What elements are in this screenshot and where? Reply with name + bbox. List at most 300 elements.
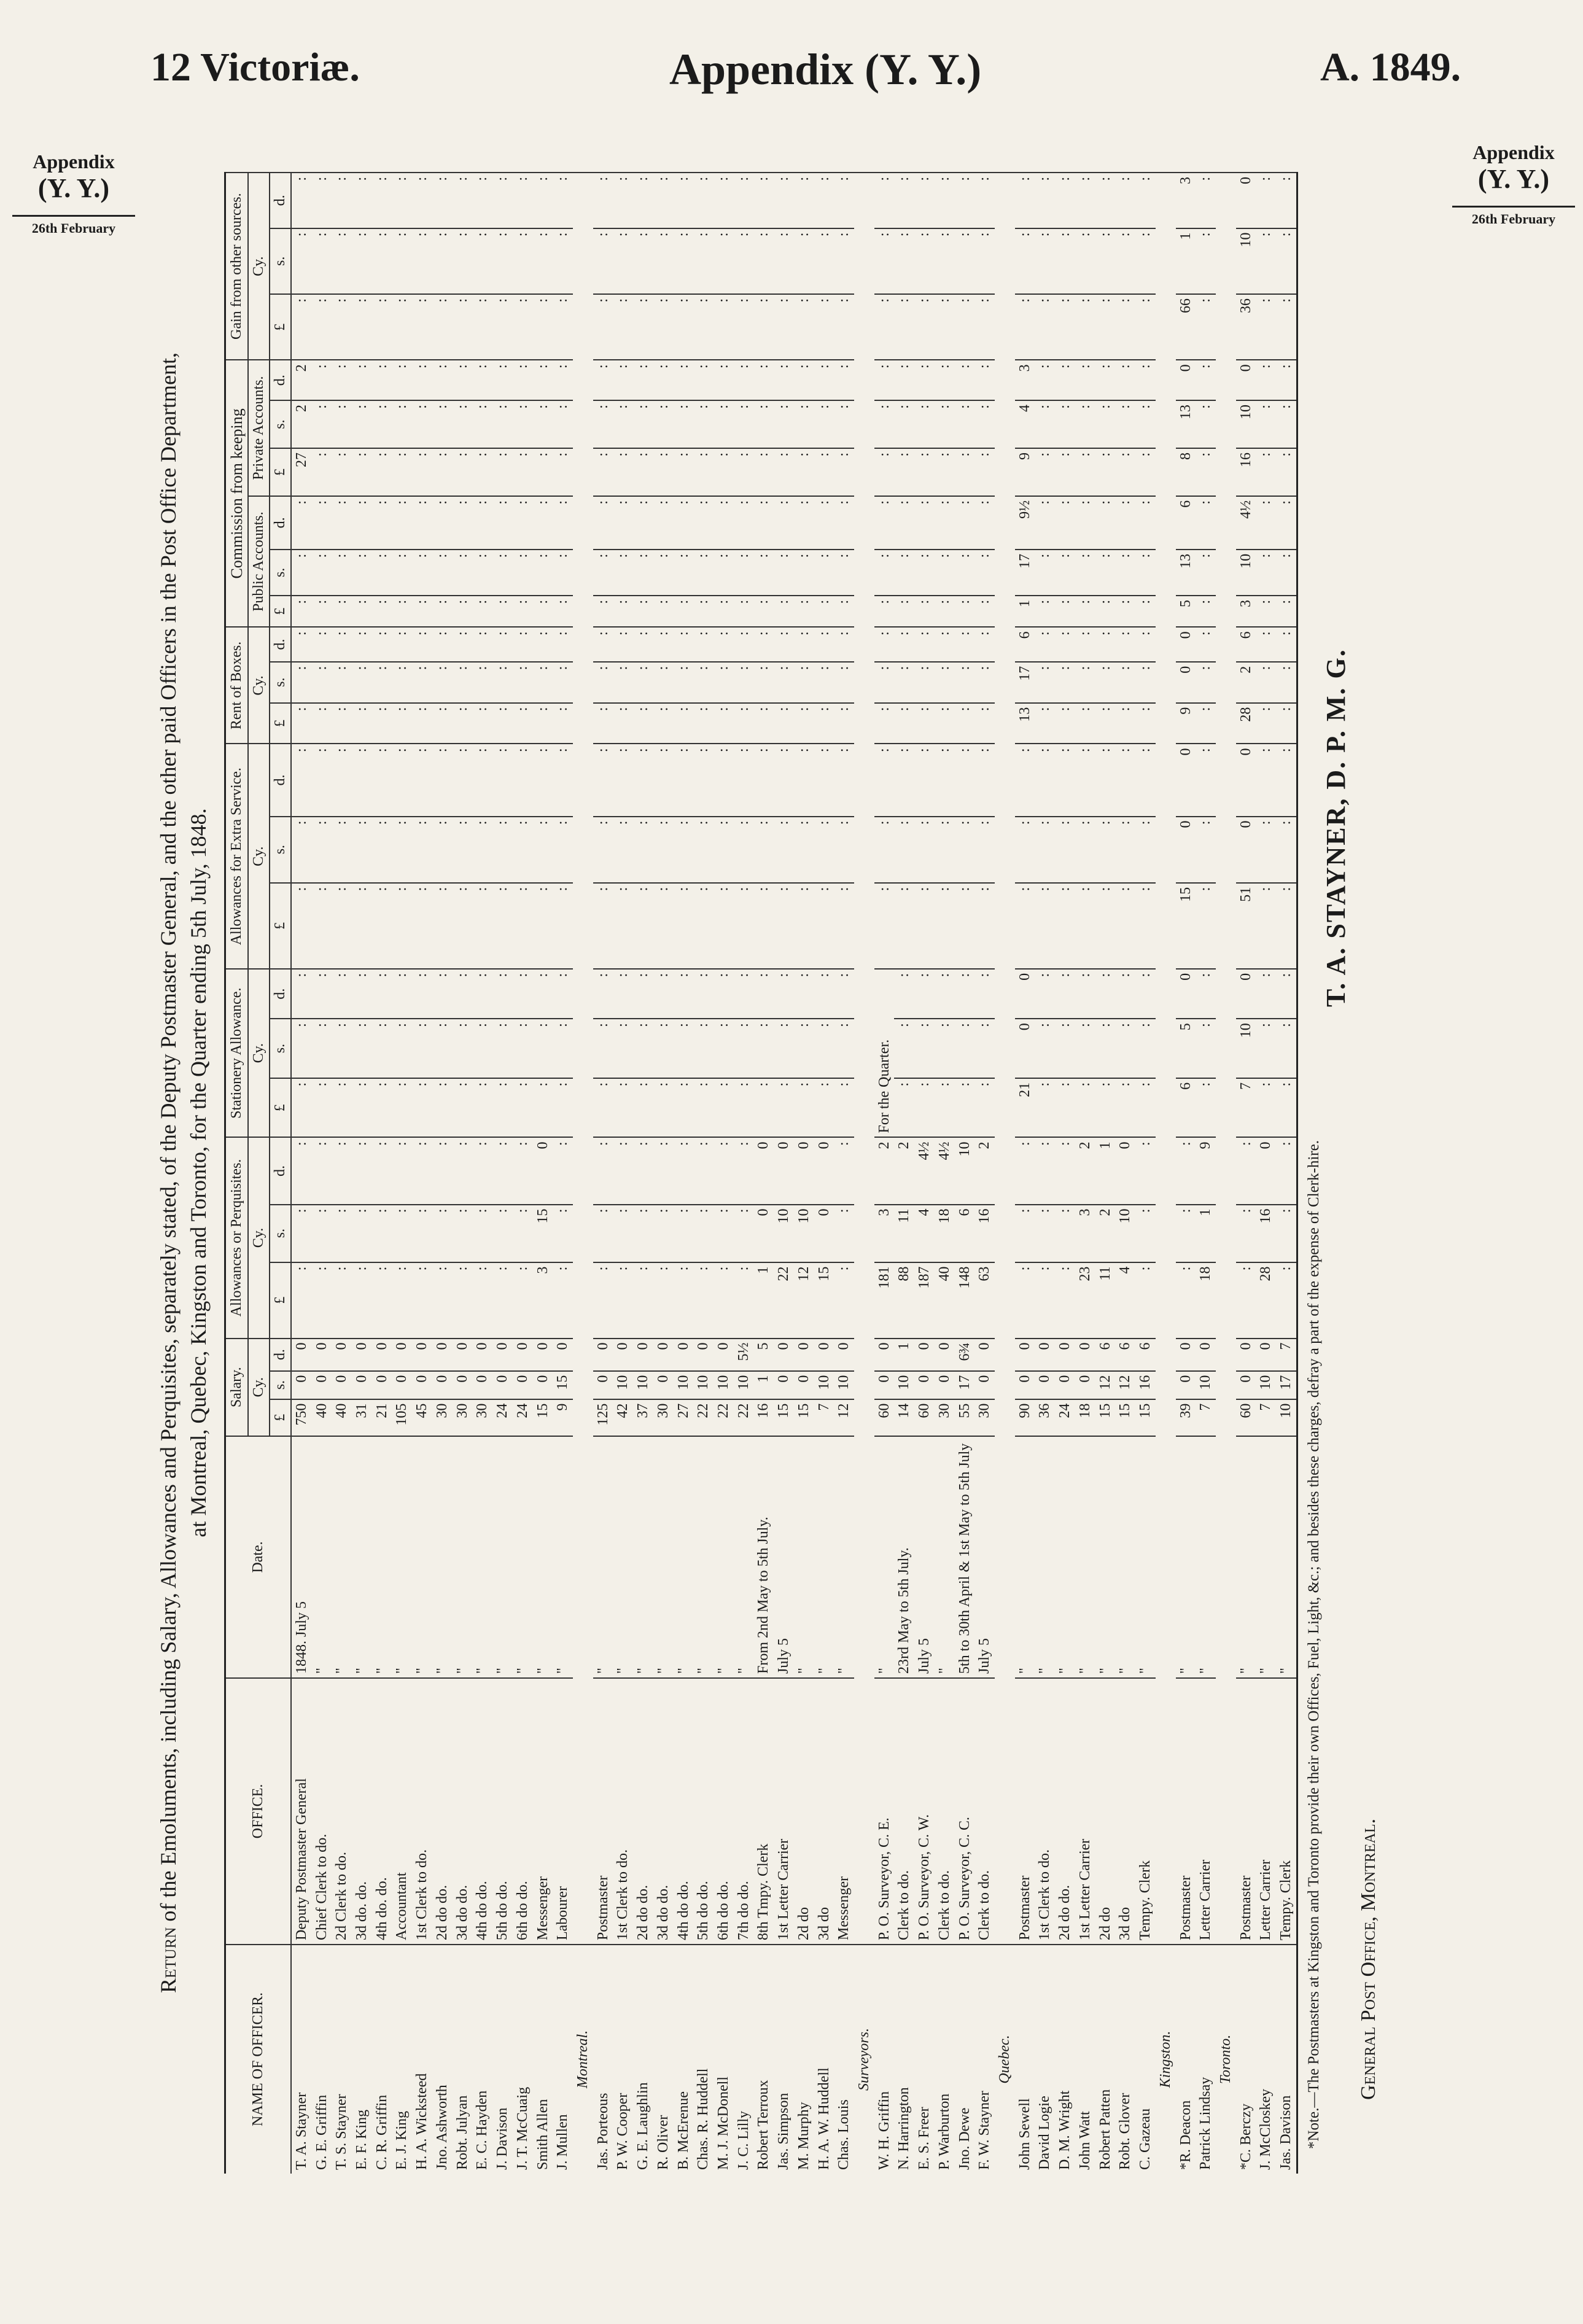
priv-amount: :: [1196, 400, 1216, 448]
priv-amount: :: [753, 400, 774, 448]
ext-amount: :: [814, 883, 834, 969]
officer-name: Patrick Lindsay: [1196, 1945, 1216, 2174]
priv-amount: :: [1256, 448, 1276, 496]
gain-amount: :: [613, 228, 633, 294]
ext-amount: :: [955, 817, 975, 883]
ext-amount: 0: [1236, 744, 1256, 816]
allow-amount: 0: [774, 1138, 794, 1205]
box-amount: :: [1135, 662, 1156, 703]
sal-amount: 0: [352, 1371, 372, 1399]
priv-amount: 0: [1176, 360, 1196, 400]
gain-amount: :: [714, 173, 734, 228]
pub-amount: :: [1075, 496, 1095, 550]
box-amount: :: [894, 703, 914, 744]
date-cell: ": [453, 1436, 473, 1678]
page-header-left: 12 Victoriæ.: [150, 45, 360, 90]
sal-amount: 27: [674, 1399, 694, 1436]
allow-amount: :: [1015, 1262, 1035, 1339]
sal-amount: 30: [653, 1399, 674, 1436]
rotated-return-sheet: [154, 172, 1431, 2174]
officer-name: H. A. W. Huddell: [814, 1945, 834, 2174]
priv-amount: :: [432, 400, 453, 448]
stat_v-amount: :: [352, 969, 372, 1019]
date-cell: July 5: [914, 1436, 935, 1678]
pub-amount: :: [653, 496, 674, 550]
sal-amount: 10: [894, 1371, 914, 1399]
stat_v-amount: :: [794, 1019, 814, 1078]
stat_v-amount: :: [714, 1019, 734, 1078]
box-amount: :: [1055, 662, 1075, 703]
pub-amount: :: [1115, 596, 1135, 627]
gain-amount: :: [1115, 228, 1135, 294]
pub-amount: :: [874, 550, 895, 596]
stat_v-amount: :: [1256, 1078, 1276, 1138]
pub-amount: :: [372, 550, 392, 596]
stat_v-amount: :: [653, 1078, 674, 1138]
col-private-header: Private Accounts.: [248, 360, 270, 496]
priv-amount: :: [974, 448, 995, 496]
allow-amount: 0: [1115, 1138, 1135, 1205]
allow-amount: :: [332, 1138, 352, 1205]
sal-amount: 10: [1256, 1371, 1276, 1399]
allow-amount: :: [291, 1138, 312, 1205]
stat_v-amount: 5: [1176, 1019, 1196, 1078]
allow-amount: 2: [894, 1138, 914, 1205]
stat_v-amount: :: [1055, 1078, 1075, 1138]
allow-amount: :: [693, 1262, 714, 1339]
currency-unit-label: £: [270, 294, 291, 360]
office-title: 6th do do.: [513, 1678, 533, 1945]
ext-amount: :: [432, 883, 453, 969]
currency-unit-label: d.: [270, 627, 291, 661]
priv-amount: :: [935, 360, 955, 400]
ext-amount: :: [935, 744, 955, 816]
box-amount: :: [774, 662, 794, 703]
priv-amount: 16: [1236, 448, 1256, 496]
date-cell: ": [593, 1436, 613, 1678]
box-amount: :: [774, 627, 794, 661]
sal-amount: 0: [774, 1371, 794, 1399]
allow-amount: 10: [1115, 1205, 1135, 1262]
officer-name: Robert Terroux: [753, 1945, 774, 2174]
ext-amount: :: [674, 883, 694, 969]
pub-amount: :: [593, 596, 613, 627]
allow-amount: :: [332, 1262, 352, 1339]
box-amount: :: [291, 627, 312, 661]
table-row: [312, 173, 332, 2174]
sal-amount: 0: [432, 1371, 453, 1399]
ext-amount: :: [372, 817, 392, 883]
priv-amount: :: [955, 400, 975, 448]
table-row: [1075, 173, 1095, 2174]
date-cell: ": [1176, 1436, 1196, 1678]
ext-amount: :: [453, 744, 473, 816]
table-row: [453, 173, 473, 2174]
allow-amount: 0: [794, 1138, 814, 1205]
priv-amount: :: [1035, 360, 1055, 400]
ext-amount: :: [513, 817, 533, 883]
priv-amount: :: [633, 448, 653, 496]
table-row: [674, 173, 694, 2174]
officer-name: C. Gazeau: [1135, 1945, 1156, 2174]
table-row: [372, 173, 392, 2174]
gain-amount: :: [1196, 173, 1216, 228]
gain-amount: :: [1276, 294, 1297, 360]
stat_v-amount: :: [472, 1078, 492, 1138]
allow-amount: 10: [774, 1205, 794, 1262]
allow-amount: 88: [894, 1262, 914, 1339]
gain-amount: :: [1055, 228, 1075, 294]
sal-amount: 0: [1055, 1371, 1075, 1399]
box-amount: :: [1035, 662, 1055, 703]
allow-amount: :: [1135, 1205, 1156, 1262]
allow-amount: :: [674, 1138, 694, 1205]
ext-amount: :: [392, 883, 412, 969]
ext-amount: :: [633, 883, 653, 969]
stat_v-amount: :: [753, 969, 774, 1019]
allow-amount: 3: [874, 1205, 895, 1262]
stat_v-amount: :: [533, 1019, 553, 1078]
priv-amount: :: [1196, 448, 1216, 496]
box-amount: :: [955, 703, 975, 744]
allow-amount: :: [513, 1262, 533, 1339]
allow-amount: :: [714, 1262, 734, 1339]
ext-amount: :: [753, 883, 774, 969]
allow-amount: :: [1236, 1262, 1256, 1339]
ext-amount: :: [894, 883, 914, 969]
sal-amount: 6: [1135, 1339, 1156, 1371]
office-title: Deputy Postmaster General: [291, 1678, 312, 1945]
gain-amount: :: [693, 294, 714, 360]
priv-amount: :: [794, 448, 814, 496]
allow-amount: :: [734, 1262, 754, 1339]
pub-amount: :: [1276, 596, 1297, 627]
allow-amount: :: [513, 1205, 533, 1262]
table-row: [1236, 173, 1256, 2174]
margin-appendix-label: Appendix: [1472, 141, 1555, 163]
pub-amount: :: [392, 496, 412, 550]
date-cell: ": [814, 1436, 834, 1678]
gain-amount: :: [1276, 228, 1297, 294]
col-date-header: Date.: [225, 1436, 291, 1678]
gain-amount: :: [1015, 294, 1035, 360]
ext-amount: :: [412, 817, 432, 883]
ext-amount: :: [834, 817, 854, 883]
table-row: [714, 173, 734, 2174]
priv-amount: :: [533, 400, 553, 448]
allow-amount: 10: [955, 1138, 975, 1205]
priv-amount: :: [1196, 360, 1216, 400]
priv-amount: :: [914, 448, 935, 496]
gain-amount: :: [1015, 173, 1035, 228]
table-row: [1055, 173, 1075, 2174]
allow-amount: :: [1236, 1205, 1256, 1262]
ext-amount: :: [974, 817, 995, 883]
pub-amount: :: [472, 596, 492, 627]
stat_v-amount: :: [1256, 969, 1276, 1019]
priv-amount: 8: [1176, 448, 1196, 496]
box-amount: :: [874, 703, 895, 744]
priv-amount: :: [674, 448, 694, 496]
stat_v-amount: :: [955, 1078, 975, 1138]
gain-amount: :: [674, 228, 694, 294]
ext-amount: :: [372, 883, 392, 969]
priv-amount: :: [653, 400, 674, 448]
stat_v-amount: :: [1196, 1019, 1216, 1078]
sal-amount: 10: [1196, 1371, 1216, 1399]
ext-amount: :: [874, 817, 895, 883]
ext-amount: :: [453, 883, 473, 969]
stat_v-amount: :: [1055, 969, 1075, 1019]
box-amount: :: [1035, 627, 1055, 661]
ext-amount: :: [734, 744, 754, 816]
date-cell: ": [553, 1436, 573, 1678]
priv-amount: :: [312, 360, 332, 400]
stat_v-amount: :: [553, 969, 573, 1019]
ext-amount: :: [472, 744, 492, 816]
office-title: 5th do do.: [492, 1678, 513, 1945]
date-cell: 1848. July 5: [291, 1436, 312, 1678]
box-amount: :: [291, 703, 312, 744]
sal-amount: 17: [955, 1371, 975, 1399]
ext-amount: :: [332, 817, 352, 883]
priv-amount: :: [935, 448, 955, 496]
priv-amount: :: [1095, 448, 1116, 496]
gain-amount: 36: [1236, 294, 1256, 360]
box-amount: :: [291, 662, 312, 703]
pub-amount: :: [392, 596, 412, 627]
sal-amount: 0: [974, 1339, 995, 1371]
priv-amount: :: [653, 360, 674, 400]
gain-amount: :: [1035, 294, 1055, 360]
gain-amount: :: [874, 228, 895, 294]
box-amount: :: [714, 662, 734, 703]
gain-amount: :: [492, 228, 513, 294]
date-cell: July 5: [974, 1436, 995, 1678]
stat_v-amount: :: [372, 1019, 392, 1078]
stat_v-amount: :: [332, 1019, 352, 1078]
priv-amount: :: [693, 360, 714, 400]
box-amount: :: [714, 703, 734, 744]
priv-amount: :: [734, 448, 754, 496]
stat_v-amount: :: [814, 969, 834, 1019]
ext-amount: :: [633, 817, 653, 883]
allow-amount: 11: [1095, 1262, 1116, 1339]
priv-amount: :: [774, 400, 794, 448]
ext-amount: :: [974, 883, 995, 969]
priv-amount: 13: [1176, 400, 1196, 448]
officer-name: T. A. Stayner: [291, 1945, 312, 2174]
currency-unit-label: s.: [270, 817, 291, 883]
pub-amount: :: [1196, 550, 1216, 596]
priv-amount: :: [553, 400, 573, 448]
allow-amount: 187: [914, 1262, 935, 1339]
box-amount: :: [613, 703, 633, 744]
date-cell: ": [935, 1436, 955, 1678]
sal-amount: 36: [1035, 1399, 1055, 1436]
allow-amount: 22: [774, 1262, 794, 1339]
pub-amount: :: [1035, 596, 1055, 627]
currency-unit-label: s.: [270, 1371, 291, 1399]
gain-amount: :: [513, 294, 533, 360]
priv-amount: :: [593, 360, 613, 400]
ext-amount: :: [593, 744, 613, 816]
pub-amount: 17: [1015, 550, 1035, 596]
pub-amount: :: [794, 496, 814, 550]
pub-amount: :: [914, 550, 935, 596]
sal-amount: 0: [935, 1339, 955, 1371]
box-amount: :: [1095, 662, 1116, 703]
box-amount: :: [553, 703, 573, 744]
gain-amount: :: [372, 173, 392, 228]
office-title: 5th do do.: [693, 1678, 714, 1945]
gain-amount: :: [1075, 294, 1095, 360]
ext-amount: :: [352, 883, 372, 969]
title-lead-word: Return: [156, 1927, 181, 1994]
date-cell: ": [352, 1436, 372, 1678]
pub-amount: :: [714, 550, 734, 596]
box-amount: :: [1055, 703, 1075, 744]
stat_v-amount: :: [1135, 969, 1156, 1019]
ext-amount: :: [291, 744, 312, 816]
officer-name: N. Harrington: [894, 1945, 914, 2174]
priv-amount: 27: [291, 448, 312, 496]
date-cell: ": [674, 1436, 694, 1678]
stat_v-amount: :: [653, 1019, 674, 1078]
office-title: 3d do. do.: [352, 1678, 372, 1945]
stat_v-amount: :: [955, 969, 975, 1019]
ext-amount: :: [834, 883, 854, 969]
officer-name: G. E. Laughlin: [633, 1945, 653, 2174]
sal-amount: 37: [633, 1399, 653, 1436]
gain-amount: :: [914, 228, 935, 294]
stat_v-amount: :: [774, 1019, 794, 1078]
box-amount: :: [1135, 627, 1156, 661]
pub-amount: :: [955, 596, 975, 627]
ext-amount: :: [472, 883, 492, 969]
emoluments-table: [224, 172, 1298, 2174]
stat_v-amount: :: [653, 969, 674, 1019]
priv-amount: :: [432, 448, 453, 496]
sal-amount: 7: [1276, 1339, 1297, 1371]
office-title: 2d do do.: [633, 1678, 653, 1945]
margin-date: 26th February: [1452, 206, 1575, 227]
officer-name: D. M. Wright: [1055, 1945, 1075, 2174]
sal-amount: 14: [894, 1399, 914, 1436]
pub-amount: :: [533, 496, 553, 550]
box-amount: :: [794, 627, 814, 661]
ext-amount: :: [974, 744, 995, 816]
office-title: P. O. Surveyor, C. C.: [955, 1678, 975, 1945]
box-amount: :: [753, 662, 774, 703]
date-cell: ": [1236, 1436, 1256, 1678]
box-amount: :: [1075, 703, 1095, 744]
allow-amount: :: [372, 1262, 392, 1339]
sal-amount: 0: [814, 1339, 834, 1371]
priv-amount: :: [794, 400, 814, 448]
allow-amount: 1: [1196, 1205, 1216, 1262]
stat_v-amount: :: [1055, 1019, 1075, 1078]
gain-amount: :: [693, 173, 714, 228]
stat_v-amount: :: [1095, 969, 1116, 1019]
stat_v-amount: :: [834, 969, 854, 1019]
priv-amount: :: [914, 360, 935, 400]
sal-amount: 0: [794, 1371, 814, 1399]
priv-amount: :: [693, 448, 714, 496]
gain-amount: :: [1196, 294, 1216, 360]
ext-amount: :: [291, 883, 312, 969]
allow-amount: 0: [753, 1205, 774, 1262]
table-row: [291, 173, 312, 2174]
ext-amount: :: [874, 744, 895, 816]
ext-amount: :: [1095, 883, 1116, 969]
box-amount: :: [312, 627, 332, 661]
allow-amount: :: [674, 1205, 694, 1262]
sal-amount: 22: [734, 1399, 754, 1436]
col-public-header: Public Accounts.: [248, 496, 270, 627]
stat_v-amount: :: [312, 1019, 332, 1078]
sal-amount: 0: [653, 1371, 674, 1399]
box-amount: :: [1256, 662, 1276, 703]
table-row: [734, 173, 754, 2174]
box-amount: :: [432, 703, 453, 744]
allow-amount: 11: [894, 1205, 914, 1262]
sal-amount: 15: [794, 1399, 814, 1436]
ext-amount: :: [372, 744, 392, 816]
gain-amount: :: [1075, 173, 1095, 228]
pub-amount: :: [613, 496, 633, 550]
box-amount: :: [593, 627, 613, 661]
ext-amount: :: [593, 817, 613, 883]
stat_v-amount: :: [392, 1078, 412, 1138]
ext-amount: :: [1115, 883, 1135, 969]
pub-amount: :: [513, 596, 533, 627]
section-heading-row: [995, 173, 1015, 2174]
table-row: [653, 173, 674, 2174]
allow-amount: 0: [814, 1138, 834, 1205]
title-line-1: of the Emoluments, including Salary, Allowances and Perquisites, separately stated, of the Deputy Postmaster General, and the other paid Officers in the Post Office Department,: [156, 352, 181, 1922]
ext-amount: 0: [1176, 817, 1196, 883]
col-stationery-header: Stationery Allowance.: [225, 969, 249, 1138]
box-amount: :: [955, 627, 975, 661]
sal-amount: 24: [513, 1399, 533, 1436]
ext-amount: :: [774, 817, 794, 883]
section-spacer: [573, 173, 593, 1945]
cy-label: Cy.: [248, 627, 270, 744]
currency-unit-label: s.: [270, 400, 291, 448]
pub-amount: :: [935, 596, 955, 627]
officer-name: *C. Berczy: [1236, 1945, 1256, 2174]
box-amount: :: [553, 627, 573, 661]
gain-amount: :: [412, 228, 432, 294]
ext-amount: :: [653, 883, 674, 969]
allow-amount: :: [312, 1138, 332, 1205]
date-cell: ": [1095, 1436, 1116, 1678]
stat_v-amount: :: [1276, 1019, 1297, 1078]
box-amount: :: [593, 662, 613, 703]
stat_v-amount: :: [513, 1078, 533, 1138]
gain-amount: :: [613, 294, 633, 360]
table-row: [472, 173, 492, 2174]
section-spacer: [1216, 173, 1236, 1945]
box-amount: :: [633, 627, 653, 661]
stat_v-amount: :: [1276, 969, 1297, 1019]
pub-amount: :: [453, 550, 473, 596]
gain-amount: 0: [1236, 173, 1256, 228]
box-amount: :: [774, 703, 794, 744]
allow-amount: :: [352, 1205, 372, 1262]
priv-amount: :: [453, 360, 473, 400]
